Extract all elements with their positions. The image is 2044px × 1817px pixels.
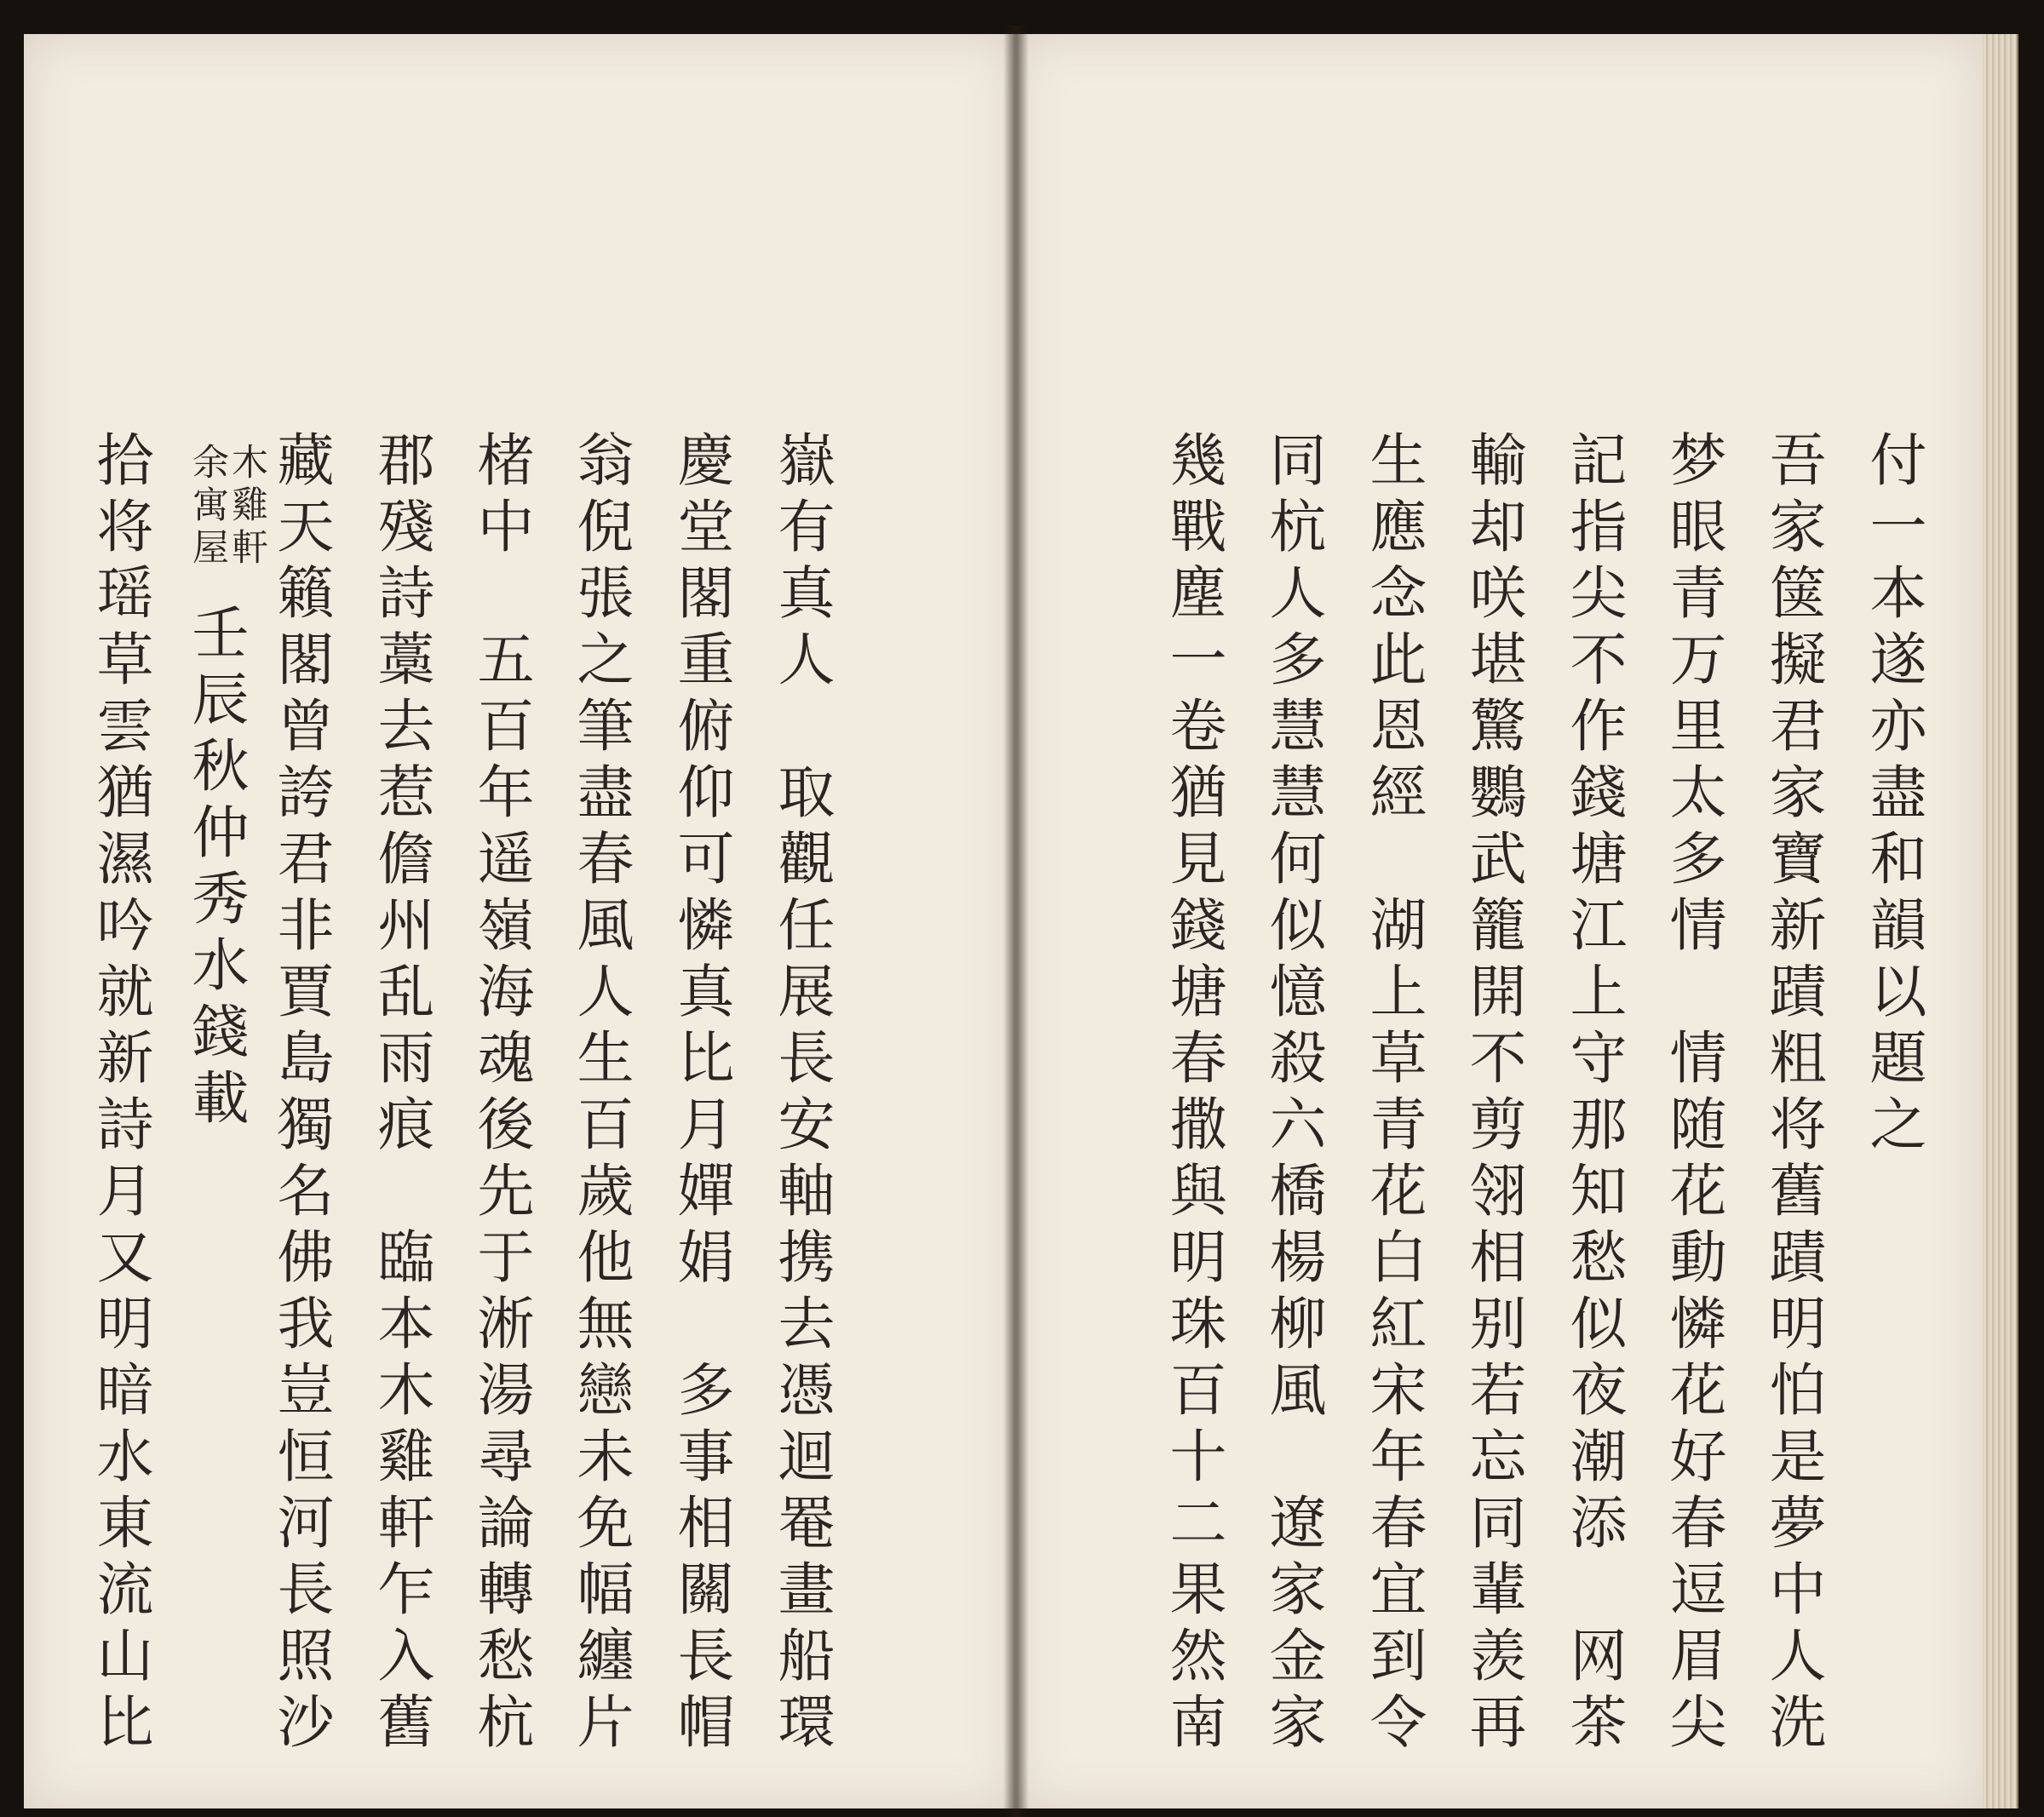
- right-col-6: 生應念此恩經 湖上草青花白紅宋年春宜到令: [1361, 430, 1427, 1758]
- right-col-3: 梦眼青万里太多情 情随花動憐花好春逗眉尖: [1661, 430, 1727, 1758]
- left-col-6: 藏天籟閣曾誇君非賈島獨名佛我豈恒河長照沙: [268, 430, 335, 1758]
- right-col-5: 輸却咲堪驚鸚武籠開不剪翎相别若忘同輩羡再: [1461, 430, 1527, 1758]
- left-col-5: 郡殘詩藁去惹儋州乱雨痕 臨本木雞軒乍入舊: [369, 430, 435, 1758]
- note-line-2: 余寓屋: [187, 443, 229, 570]
- left-col-1: 嶽有真人 取觀任展長安軸携去憑迴罨畫船環: [769, 430, 835, 1758]
- right-col-4: 記指尖不作錢塘江上守那知愁似夜潮添 网茶: [1561, 430, 1628, 1758]
- left-col-3: 翁倪張之筆盡春風人生百歲他無戀未免幅纏片: [568, 430, 634, 1758]
- right-col-1: 付一本遂亦盡和韻以題之: [1861, 430, 1927, 1161]
- right-col-2: 吾家箧擬君家寶新蹟粗将舊蹟明怕是夢中人洗: [1760, 430, 1827, 1758]
- left-col-2: 慶堂閣重俯仰可憐真比月嬋娟 多事相關長帽: [669, 430, 735, 1758]
- page-edges: [1983, 34, 2018, 1808]
- book-gutter: [1003, 26, 1029, 1817]
- note-line-1: 木雞軒: [226, 443, 268, 570]
- left-col-7-continuation: 壬辰秋仲秀水錢載: [183, 603, 250, 1134]
- left-col-8: 拾将瑶草雲猶濕吟就新詩月又明暗水東流山比: [88, 430, 154, 1758]
- right-col-7: 同杭人多慧慧何似憶殺六橋楊柳風 遼家金家: [1260, 430, 1327, 1758]
- right-col-8: 幾戰塵一卷猶見錢塘春撒與明珠百十二果然南: [1161, 430, 1227, 1758]
- left-col-4: 楮中 五百年遥嶺海魂後先于淅湯尋論轉愁杭: [468, 430, 535, 1758]
